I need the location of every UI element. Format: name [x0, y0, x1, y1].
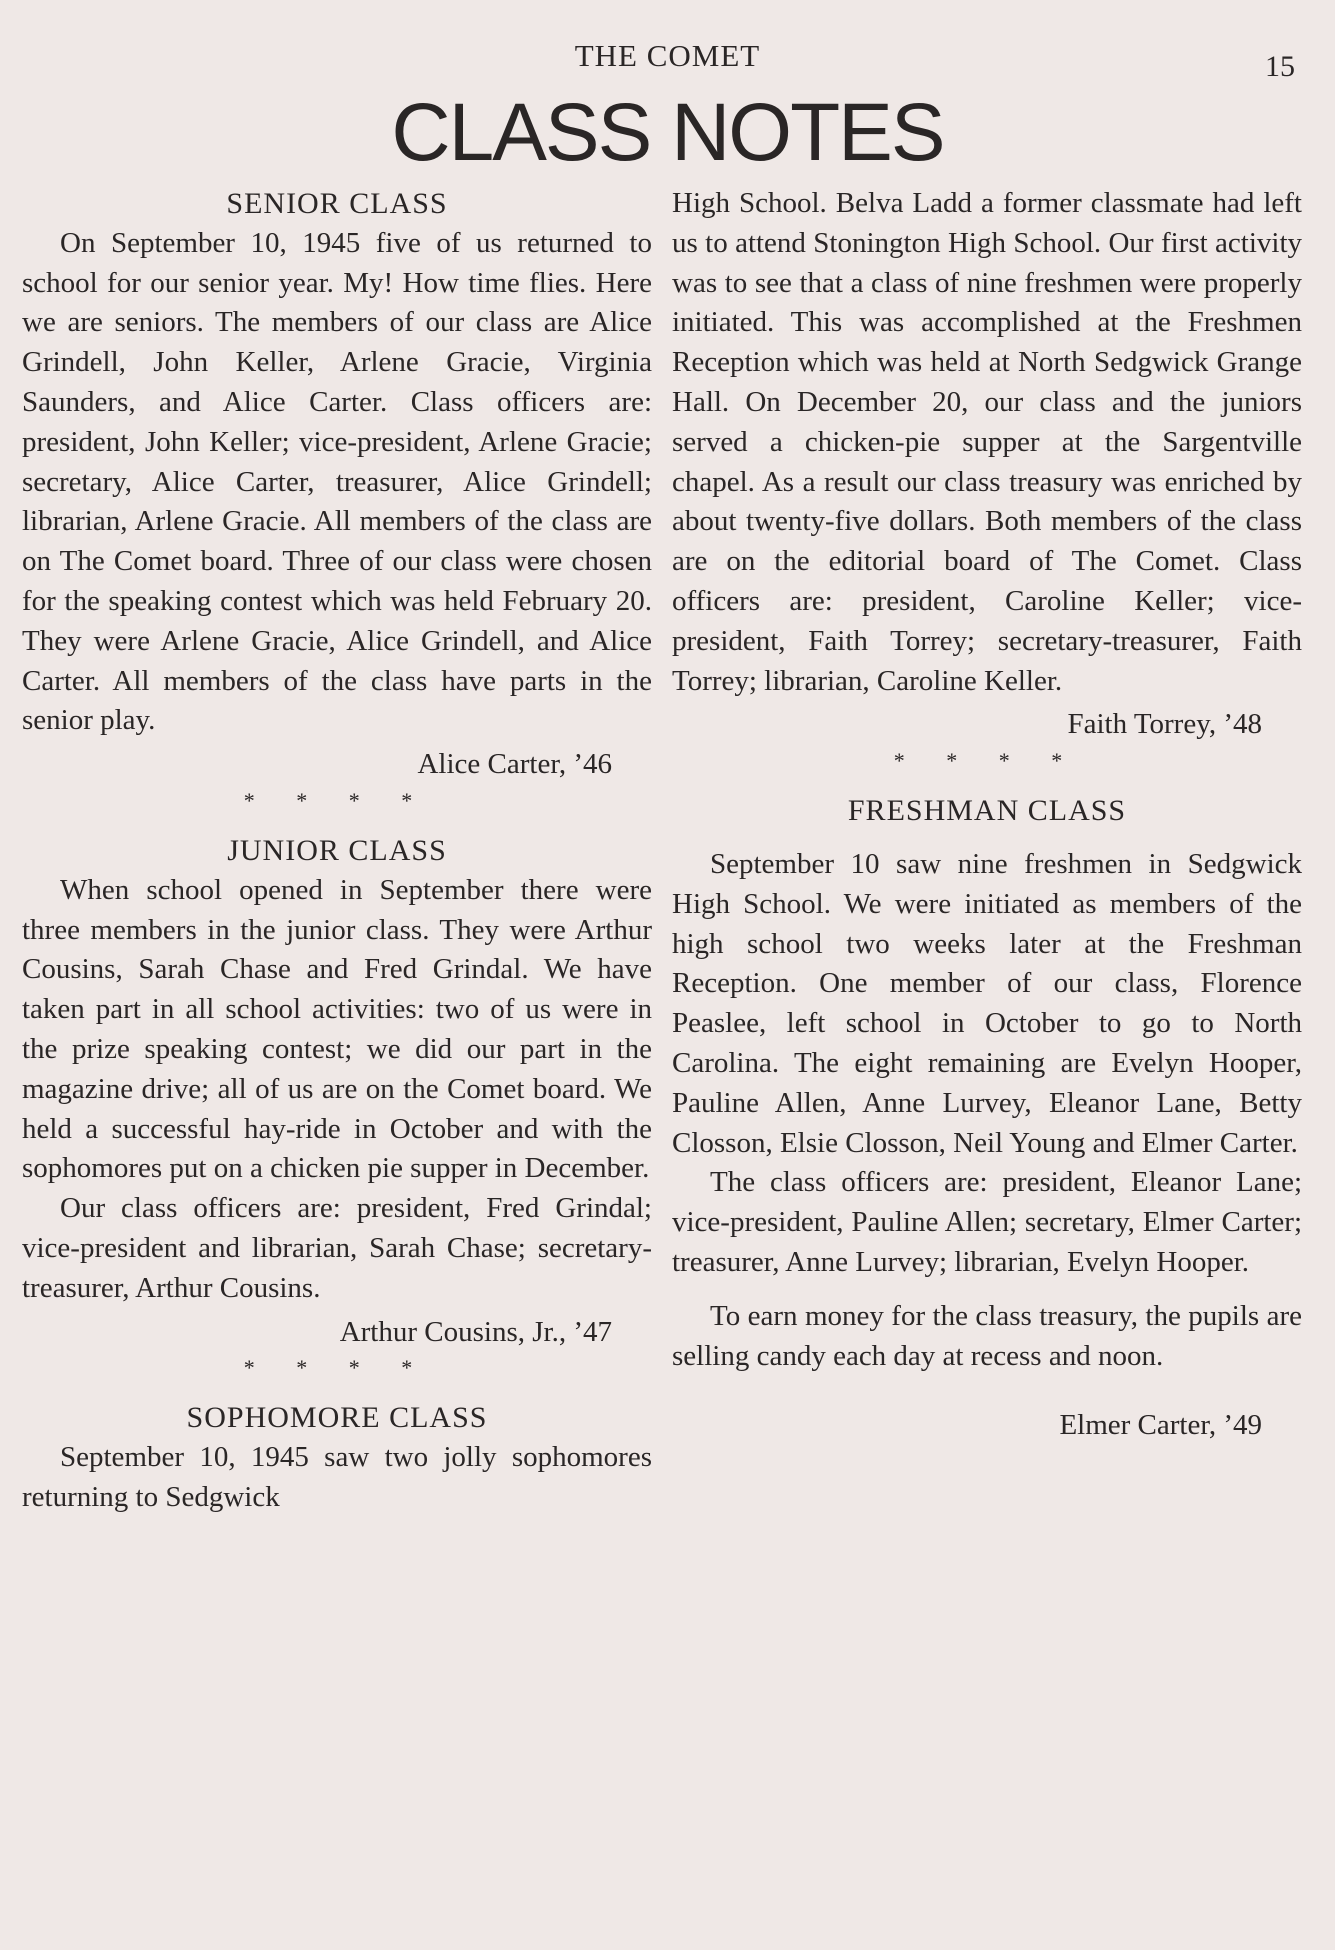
- section-divider-stars: * * * *: [893, 748, 1081, 774]
- freshman-paragraph-3: To earn money for the class treasury, the pupils are selling candy each day at recess and noon.: [672, 1299, 1302, 1372]
- sophomore-paragraph-start: September 10, 1945 saw two jolly sophomores returning to Sedgwick: [22, 1441, 652, 1513]
- junior-paragraph-2: Our class officers are: president, Fred Grindal; vice-president and librarian, Sarah Chase; secretary-treasurer, Arthur Cousins.: [22, 1192, 652, 1304]
- junior-signature: Arthur Cousins, Jr., ’47: [339, 1315, 612, 1348]
- senior-paragraph: On September 10, 1945 five of us returned to school for our senior year. My! How time flies. Here we are seniors. The members of our class are Alice Grindell, John Keller, Arlene Gracie, Virginia Saunders, and Alice Carter. Class officers are: president, John Keller; vice-president, Arlene Gracie; secretary, Alice Carter, treasurer, Alice Grindell; librarian, Arlene Gracie. All members of the class are on The Comet board. Three of our class were chosen for the speaking contest which was held February 20. They were Arlene Gracie, Alice Grindell, and Alice Carter. All members of the class have parts in the senior play.: [22, 226, 652, 737]
- page-number: 15: [1265, 50, 1295, 83]
- right-column: [672, 184, 1302, 1446]
- freshman-paragraph-1: September 10 saw nine freshmen in Sedgwick High School. We were initiated as members of the high school two weeks later at the Freshman Reception. One member of our class, Florence Peaslee, left school in October to go to North Carolina. The eight remaining are Evelyn Hooper, Pauline Allen, Anne Lurvey, Eleanor Lane, Betty Closson, Elsie Closson, Neil Young and Elmer Carter.: [672, 847, 1302, 1159]
- section-divider-stars: * * * *: [243, 787, 431, 813]
- running-head: THE COMET: [574, 38, 761, 73]
- freshman-paragraph-2: The class officers are: president, Eleanor Lane; vice-president, Pauline Allen; secretary, Elmer Carter; treasurer, Anne Lurvey; librarian, Evelyn Hooper.: [672, 1166, 1302, 1278]
- freshman-heading: FRESHMAN CLASS: [847, 794, 1127, 828]
- page-title: CLASS NOTES: [391, 87, 944, 178]
- senior-signature: Alice Carter, ’46: [417, 748, 612, 781]
- section-divider-stars: * * * *: [243, 1355, 431, 1381]
- left-column: [22, 184, 652, 1518]
- sophomore-heading: SOPHOMORE CLASS: [186, 1401, 488, 1435]
- sophomore-signature: Faith Torrey, ’48: [1067, 708, 1262, 741]
- junior-heading: JUNIOR CLASS: [227, 833, 447, 867]
- sophomore-paragraph-continued: High School. Belva Ladd a former classmate had left us to attend Stonington High School. Our first activity was to see that a class of nine freshmen were properly initiated. This was accomplished at the Freshmen Reception which was held at North Sedgwick Grange Hall. On December 20, our class and the juniors served a chicken-pie supper at the Sargentville chapel. As a result our class treasury was enriched by about twenty-five dollars. Both members of the class are on the editorial board of The Comet. Class officers are: president, Caroline Keller; vice-president, Faith Torrey; secretary-treasurer, Faith Torrey; librarian, Caroline Keller.: [672, 187, 1302, 697]
- junior-paragraph-1: When school opened in September there were three members in the junior class. They were Arthur Cousins, Sarah Chase and Fred Grindal. We have taken part in all school activities: two of us were in the prize speaking contest; we did our part in the magazine drive; all of us are on the Comet board. We held a successful hay-ride in October and with the sophomores put on a chicken pie supper in December.: [22, 873, 652, 1185]
- senior-heading: SENIOR CLASS: [226, 187, 448, 220]
- freshman-signature: Elmer Carter, ’49: [1059, 1409, 1262, 1442]
